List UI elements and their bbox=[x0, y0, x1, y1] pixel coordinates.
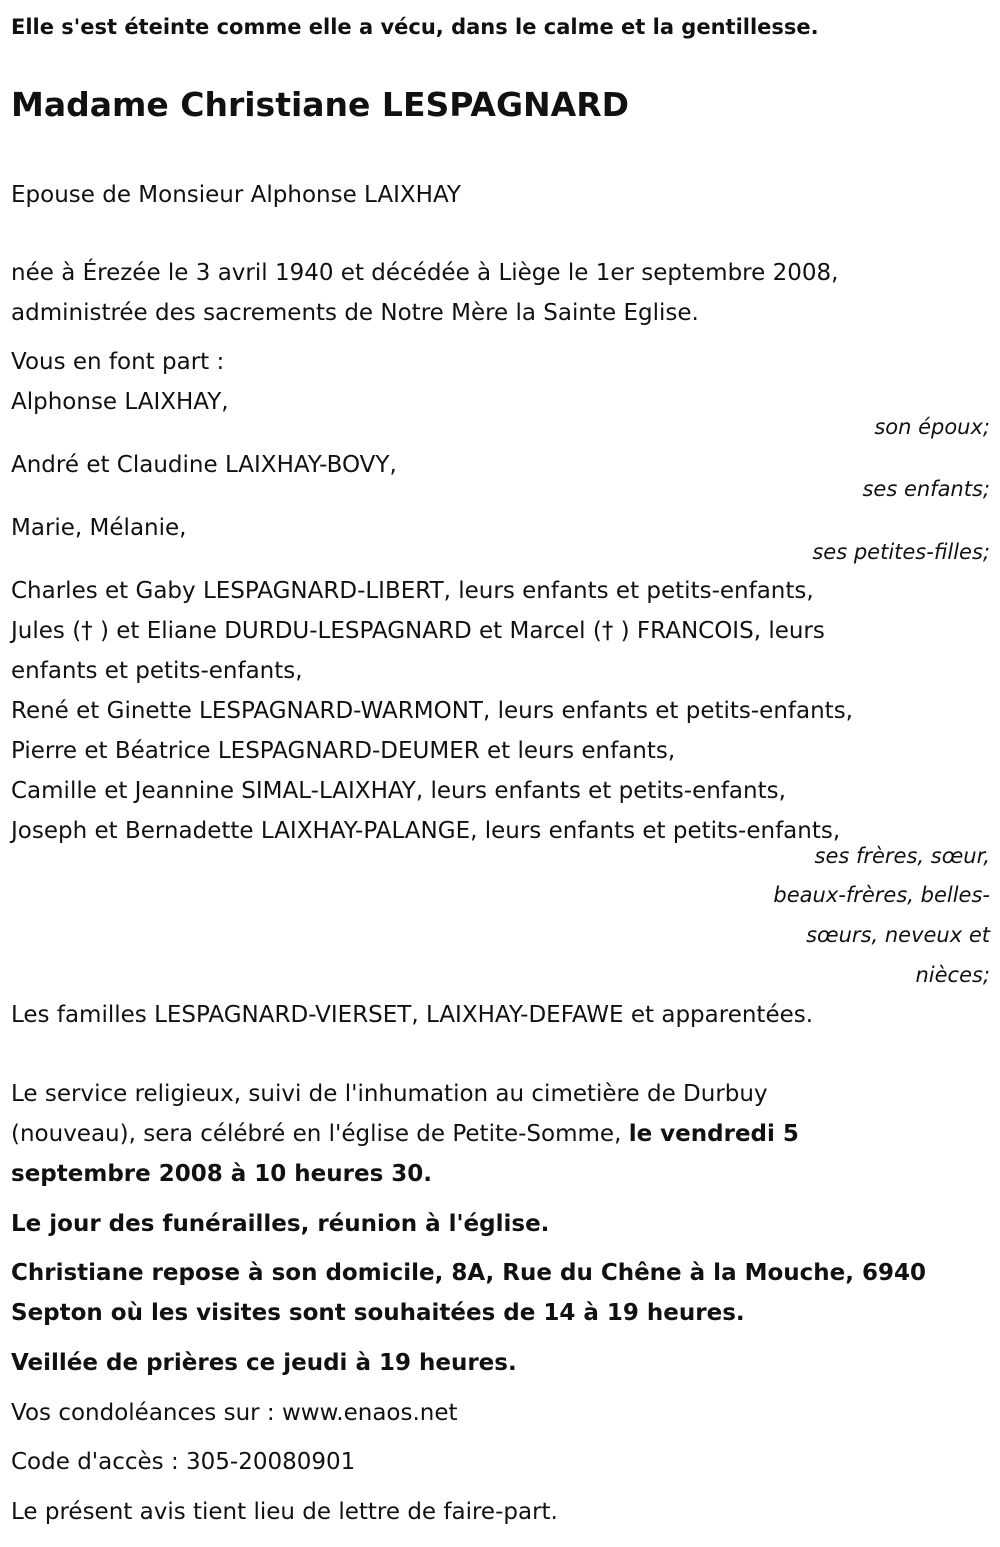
service-line bbox=[11, 1114, 990, 1154]
grandchildren-names: Marie, Mélanie, bbox=[11, 515, 187, 541]
condolences-line: Vos condoléances sur : www.enaos.net bbox=[11, 1400, 458, 1426]
meeting-line: Le jour des funérailles, réunion à l'église. bbox=[11, 1211, 550, 1237]
birth-death-line: née à Érezée le 3 avril 1940 et décédée à Liège le 1er septembre 2008, bbox=[11, 260, 839, 286]
header-quote: Elle s'est éteinte comme elle a vécu, dans le calme et la gentillesse. bbox=[11, 15, 819, 39]
spouse-line: Epouse de Monsieur Alphonse LAIXHAY bbox=[11, 182, 461, 208]
spouse-role: son époux; bbox=[874, 415, 990, 439]
sibling-line: Camille et Jeannine SIMAL-LAIXHAY, leurs enfants et petits-enfants, bbox=[11, 778, 786, 804]
sacraments-line: administrée des sacrements de Notre Mère la Sainte Eglise. bbox=[11, 300, 699, 326]
deceased-name: Madame Christiane LESPAGNARD bbox=[11, 85, 629, 124]
children-role: ses enfants; bbox=[862, 477, 990, 501]
service-date: le vendredi 5 bbox=[628, 1121, 799, 1147]
sibling-line: René et Ginette LESPAGNARD-WARMONT, leurs enfants et petits-enfants, bbox=[11, 698, 853, 724]
families-line: Les familles LESPAGNARD-VIERSET, LAIXHAY-DEFAWE et apparentées. bbox=[11, 1002, 814, 1028]
sibling-line: Joseph et Bernadette LAIXHAY-PALANGE, leurs enfants et petits-enfants, bbox=[11, 818, 841, 844]
rest-line: Septon où les visites sont souhaitées de 14 à 19 heures. bbox=[11, 1300, 745, 1326]
siblings-role: nièces; bbox=[915, 963, 990, 987]
siblings-role: ses frères, sœur, bbox=[814, 844, 990, 868]
spouse-name: Alphonse LAIXHAY, bbox=[11, 389, 229, 415]
service-time: septembre 2008 à 10 heures 30. bbox=[11, 1161, 433, 1187]
service-line: Le service religieux, suivi de l'inhumation au cimetière de Durbuy bbox=[11, 1081, 768, 1107]
closing-line: Le présent avis tient lieu de lettre de faire-part. bbox=[11, 1499, 558, 1525]
access-code-line: Code d'accès : 305-20080901 bbox=[11, 1449, 356, 1475]
sibling-line: Pierre et Béatrice LESPAGNARD-DEUMER et leurs enfants, bbox=[11, 738, 676, 764]
sibling-line: Jules († ) et Eliane DURDU-LESPAGNARD et Marcel († ) FRANCOIS, leurs bbox=[11, 618, 825, 644]
rest-line: Christiane repose à son domicile, 8A, Rue du Chêne à la Mouche, 6940 bbox=[11, 1260, 927, 1286]
siblings-role: sœurs, neveux et bbox=[806, 923, 990, 947]
announce-line: Vous en font part : bbox=[11, 349, 225, 375]
sibling-line: Charles et Gaby LESPAGNARD-LIBERT, leurs enfants et petits-enfants, bbox=[11, 578, 814, 604]
vigil-line: Veillée de prières ce jeudi à 19 heures. bbox=[11, 1350, 517, 1376]
children-names: André et Claudine LAIXHAY-BOVY, bbox=[11, 452, 397, 478]
sibling-line: enfants et petits-enfants, bbox=[11, 658, 303, 684]
service-text: (nouveau), sera célébré en l'église de Petite-Somme, bbox=[11, 1121, 629, 1147]
grandchildren-role: ses petites-filles; bbox=[812, 540, 990, 564]
siblings-role: beaux-frères, belles- bbox=[773, 883, 990, 907]
